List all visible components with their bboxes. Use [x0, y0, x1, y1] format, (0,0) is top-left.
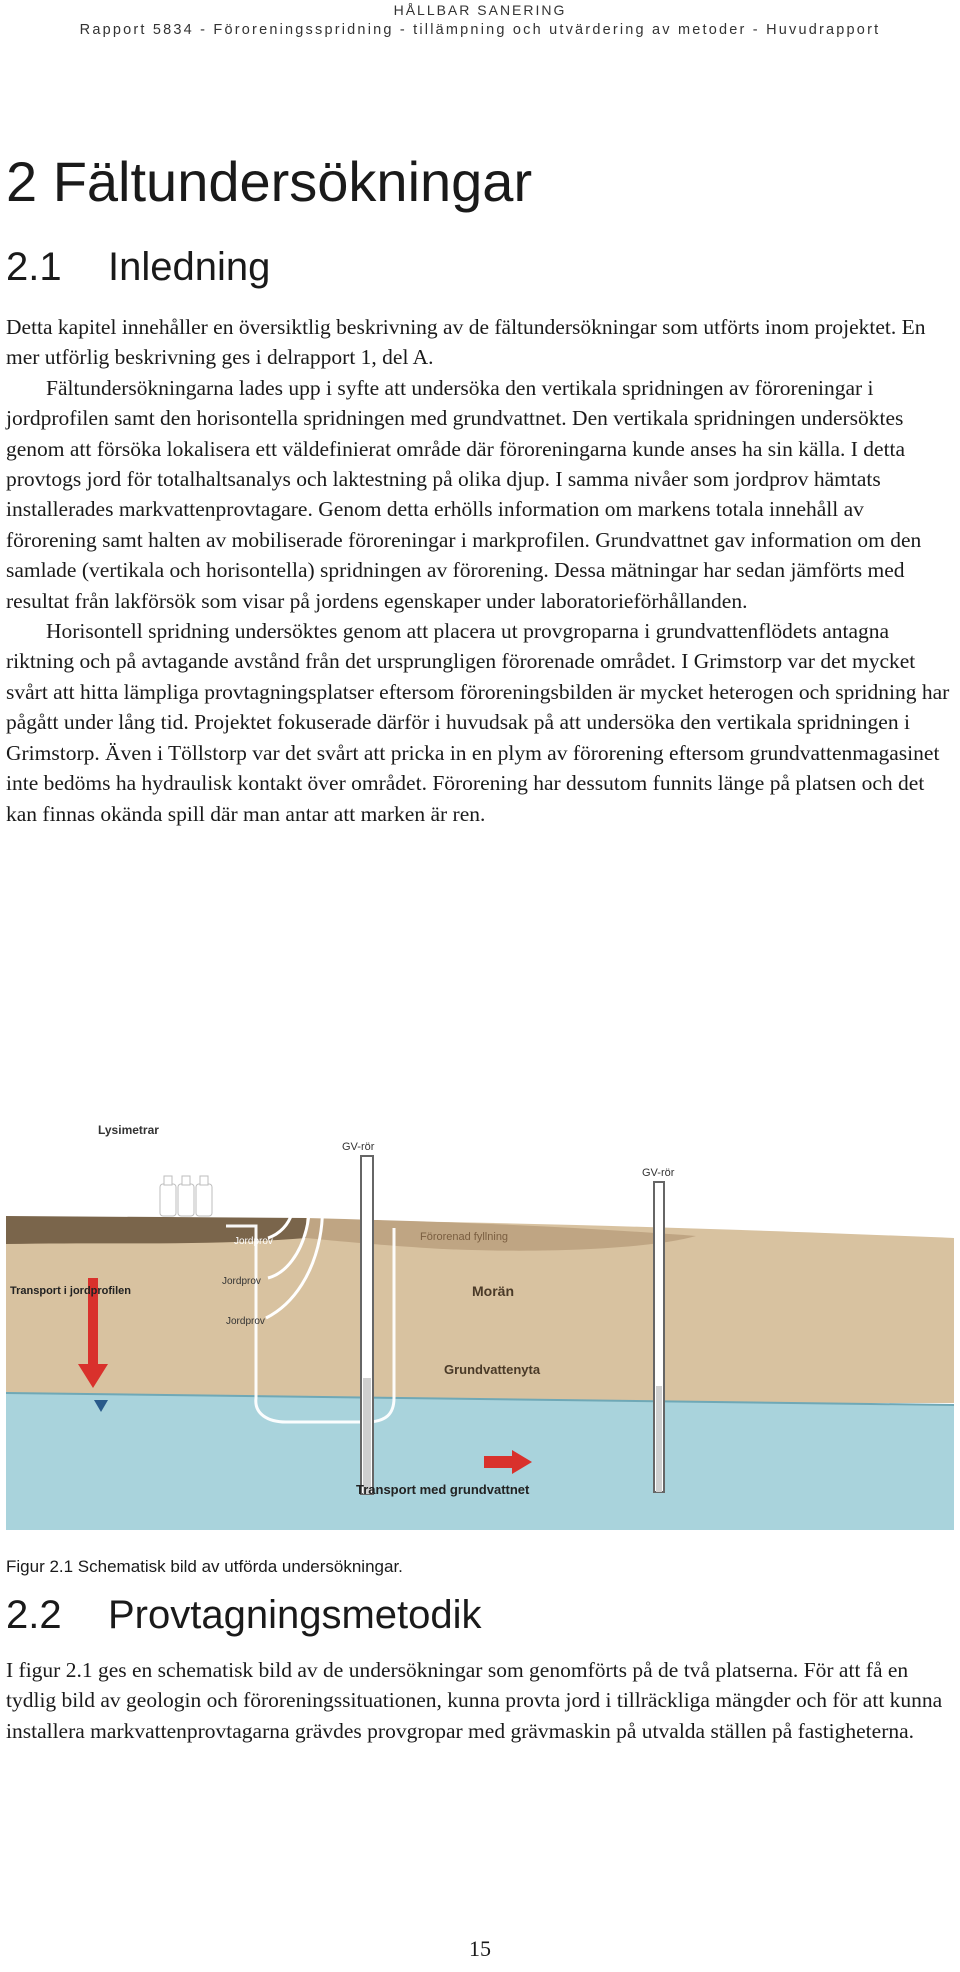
paragraph: Fältundersökningarna lades upp i syfte att undersöka den vertikala spridningen av föroreningar i jordprofilen samt den horisontella spridningen med grundvattnet. Den vertikala spridningen undersöktes genom att försöka lokalisera ett väldefinierat område där föroreningarna kunde anses ha sin källa. I detta provtogs jord för totalhaltsanalys och laktestning på olika djup. I samma nivåer som jordprov hämtats installerades markvattenprovtagare. Genom detta erhölls information om markens totala innehåll av förorening samt halten av mobiliserade föroreningar i markprofilen. Grundvattnet gav information om den samlade (vertikala och horisontella) spridningen av förorening. Dessa mätningar har sedan jämförts med resultat från lakförsök som visar på jordens egenskaper under laboratorieförhållanden.: [6, 375, 922, 613]
figure-caption: Figur 2.1 Schematisk bild av utförda undersökningar.: [6, 1557, 403, 1576]
label-moran: Morän: [472, 1283, 514, 1299]
running-header-report: Rapport 5834 - Föroreningsspridning - tillämpning och utvärdering av metoder - Huvudrapport: [79, 22, 881, 38]
paragraph: Horisontell spridning undersöktes genom att placera ut provgroparna i grundvattenflödets antagna riktning och på avtagande avstånd från det ursprungligen förorenade området. I Grimstorp var det mycket svårt att hitta lämpliga provtagningsplatser eftersom föroreningsbilden är mycket heterogen och spridning har pågått under lång tid. Projektet fokuserade därför i huvudsak på att undersöka den vertikala spridningen i Grimstorp. Även i Töllstorp var det svårt att pricka in en plym av förorening eftersom grundvattenmagasinet inte bedöms ha hydraulisk kontakt över området. Förorening har dessutom funnits länge på platsen och det kan finnas okända spill där man antar att marken är ren.: [6, 619, 950, 826]
section-title: Provtagningsmetodik: [108, 1593, 482, 1637]
section-heading-inledning: [6, 244, 270, 290]
label-transport-grundvattnet: Transport med grundvattnet: [356, 1482, 530, 1497]
section-title: Inledning: [108, 245, 271, 289]
chapter-heading: 2 Fältundersökningar: [6, 150, 533, 213]
paragraph: I figur 2.1 ges en schematisk bild av de undersökningar som genomförts på de två platserna. För att få en tydlig bild av geologin och föroreningssituationen, kunna provta jord i tillräckliga mängder och för att kunna installera markvattenprovtagarna grävdes provgropar med grävmaskin på utvalda ställen på fastigheterna.: [6, 1658, 943, 1743]
label-gv-ror-1: GV-rör: [342, 1141, 375, 1153]
schematic-illustration: [6, 1118, 954, 1530]
label-jordprov: Jordprov: [226, 1316, 265, 1327]
label-jordprov: Jordprov: [222, 1276, 261, 1287]
section-number: 2.2: [6, 1593, 62, 1637]
section-heading-provtagningsmetodik: [6, 1592, 482, 1638]
page-number: 15: [469, 1936, 491, 1961]
label-gv-ror-2: GV-rör: [642, 1167, 675, 1179]
paragraph: Detta kapitel innehåller en översiktlig beskrivning av de fältundersökningar som utförts inom projektet. En mer utförlig beskrivning ges i delrapport 1, del A.: [6, 315, 926, 370]
figure-schematic: [6, 1118, 954, 1530]
label-grundvattenyta: Grundvattenyta: [444, 1362, 541, 1377]
lysimeter-bottles: [160, 1176, 212, 1216]
label-jordprov: Jordprov: [234, 1236, 273, 1247]
groundwater-layer: [6, 1393, 954, 1530]
section-inledning-body: [6, 312, 951, 829]
label-fororenad-fyllning: Förorenad fyllning: [420, 1231, 509, 1243]
running-header-title: HÅLLBAR SANERING: [393, 2, 567, 18]
label-lysimetrar: Lysimetrar: [98, 1123, 159, 1137]
section-provtagningsmetodik-body: [6, 1655, 951, 1746]
label-transport-jordprofilen-text: Transport i jordprofilen: [10, 1285, 132, 1297]
section-number: 2.1: [6, 245, 62, 289]
label-transport-jordprofilen: [10, 1285, 131, 1297]
